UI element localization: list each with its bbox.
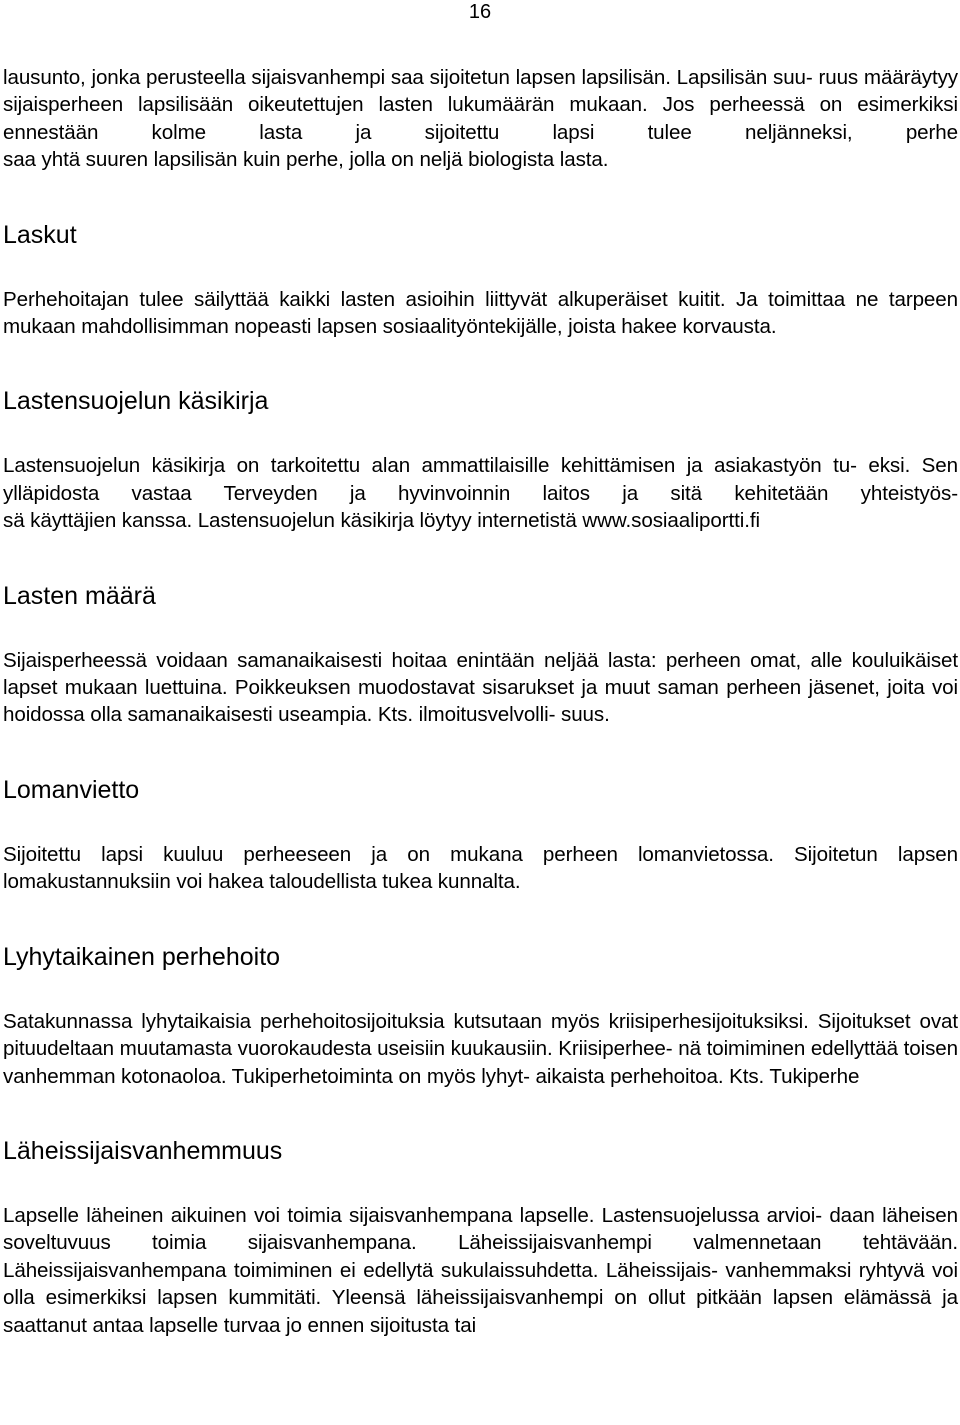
text-line: perheen jäsenet, joita voi hoidossa olla samanaikaisesti useampia. Kts. ilmoitusvelvolli- — [3, 676, 959, 727]
text-line: ruus määräytyy sijaisperheen lapsilisään oikeutettujen lasten lukumäärän mukaan. Jos — [3, 66, 959, 117]
text-line: nä toimiminen edellyttää toisen vanhemman kotonaoloa. Tukiperhetoiminta on myös lyhyt- — [3, 1037, 959, 1088]
text-line: kouluikäiset lapset mukaan luettuina. Poikkeuksen muodostavat sisarukset ja muut saman — [3, 648, 958, 700]
text-line: saa yhtä suuren lapsilisän kuin perhe, jolla on neljä biologista lasta. — [3, 148, 609, 172]
text-line: Satakunnassa lyhytaikaisia perhehoitosijoituksia kutsutaan myös kriisiperhesijoituksiksi. — [3, 1009, 809, 1033]
text-line: ne tarpeen mukaan mahdollisimman nopeasti lapsen sosiaalityöntekijälle, joista hakee — [3, 287, 958, 339]
paragraph-laheissijaisvanhemmuus — [3, 1202, 958, 1339]
paragraph-lastensuojelun-kasikirja — [3, 452, 958, 534]
text-line: korvausta. — [682, 315, 777, 339]
heading-lyhytaikainen-perhehoito: Lyhytaikainen perhehoito — [3, 942, 281, 971]
text-line: Perhehoitajan tulee säilyttää kaikki lasten asioihin liittyvät alkuperäiset kuitit. Ja toimittaa — [3, 287, 846, 311]
text-line: Lapselle läheinen aikuinen voi toimia sijaisvanhempana lapselle. Lastensuojelussa arvioi- — [3, 1203, 822, 1227]
heading-lastensuojelun-kasikirja: Lastensuojelun käsikirja — [3, 387, 269, 416]
document-body — [3, 64, 958, 1339]
paragraph-lomanvietto — [3, 841, 958, 896]
text-line: aikaista perhehoitoa. Kts. Tukiperhe — [535, 1064, 860, 1088]
page-number: 16 — [468, 1, 492, 23]
paragraph-lapsilisa — [3, 64, 958, 174]
heading-laheissijaisvanhemmuus: Läheissijaisvanhemmuus — [3, 1136, 283, 1165]
text-line: Lastensuojelun käsikirja on tarkoitettu alan ammattilaisille kehittämisen ja asiakastyön tu- — [3, 454, 857, 478]
heading-laskut: Laskut — [3, 220, 77, 249]
text-line: Sijaisperheessä voidaan samanaikaisesti hoitaa enintään neljää lasta: perheen omat, alle — [3, 648, 843, 672]
text-line: eksi. Sen ylläpidosta vastaa Terveyden ja hyvinvoinnin laitos ja sitä kehitetään yhteistyös- — [3, 454, 958, 505]
text-line: Sijoitukset ovat pituudeltaan muutamasta vuorokaudesta useisiin kuukausiin. Kriisiperhee- — [3, 1009, 959, 1061]
text-line: sä käyttäjien kanssa. Lastensuojelun käsikirja löytyy internetistä www.sosiaaliportti.fi — [3, 509, 760, 533]
text-line: daan läheisen soveltuvuus toimia sijaisvanhempana. Läheissijaisvanhempi valmennetaan — [3, 1203, 958, 1255]
text-line: on ollut pitkään lapsen elämässä ja saattanut antaa lapselle turvaa jo ennen sijoitusta tai — [3, 1286, 959, 1337]
text-line: Sijoitettu lapsi kuuluu perheeseen ja on mukana perheen lomanvietossa. Sijoitetun lapsen — [3, 842, 958, 866]
text-line: tehtävään. Läheissijaisvanhempana toimiminen ei edellytä sukulaissuhdetta. Läheissijais- — [3, 1231, 958, 1282]
paragraph-lyhytaikainen-perhehoito — [3, 1008, 958, 1090]
text-line: suus. — [561, 703, 610, 727]
heading-lasten-maara: Lasten määrä — [3, 581, 156, 610]
paragraph-laskut — [3, 286, 958, 341]
paragraph-lasten-maara — [3, 647, 958, 729]
text-line: lomakustannuksiin voi hakea taloudellista tukea kunnalta. — [3, 870, 521, 894]
text-line: lausunto, jonka perusteella sijaisvanhempi saa sijoitetun lapsen lapsilisän. Lapsilisän suu- — [3, 66, 813, 89]
heading-lomanvietto: Lomanvietto — [3, 775, 140, 804]
text-line: vanhemmaksi ryhtyvä voi olla esimerkiksi lapsen kummitäti. Yleensä läheissijaisvanhempi — [3, 1258, 958, 1310]
text-line: perheessä on esimerkiksi ennestään kolme lasta ja sijoitettu lapsi tulee neljänneksi, perhe — [3, 93, 958, 144]
